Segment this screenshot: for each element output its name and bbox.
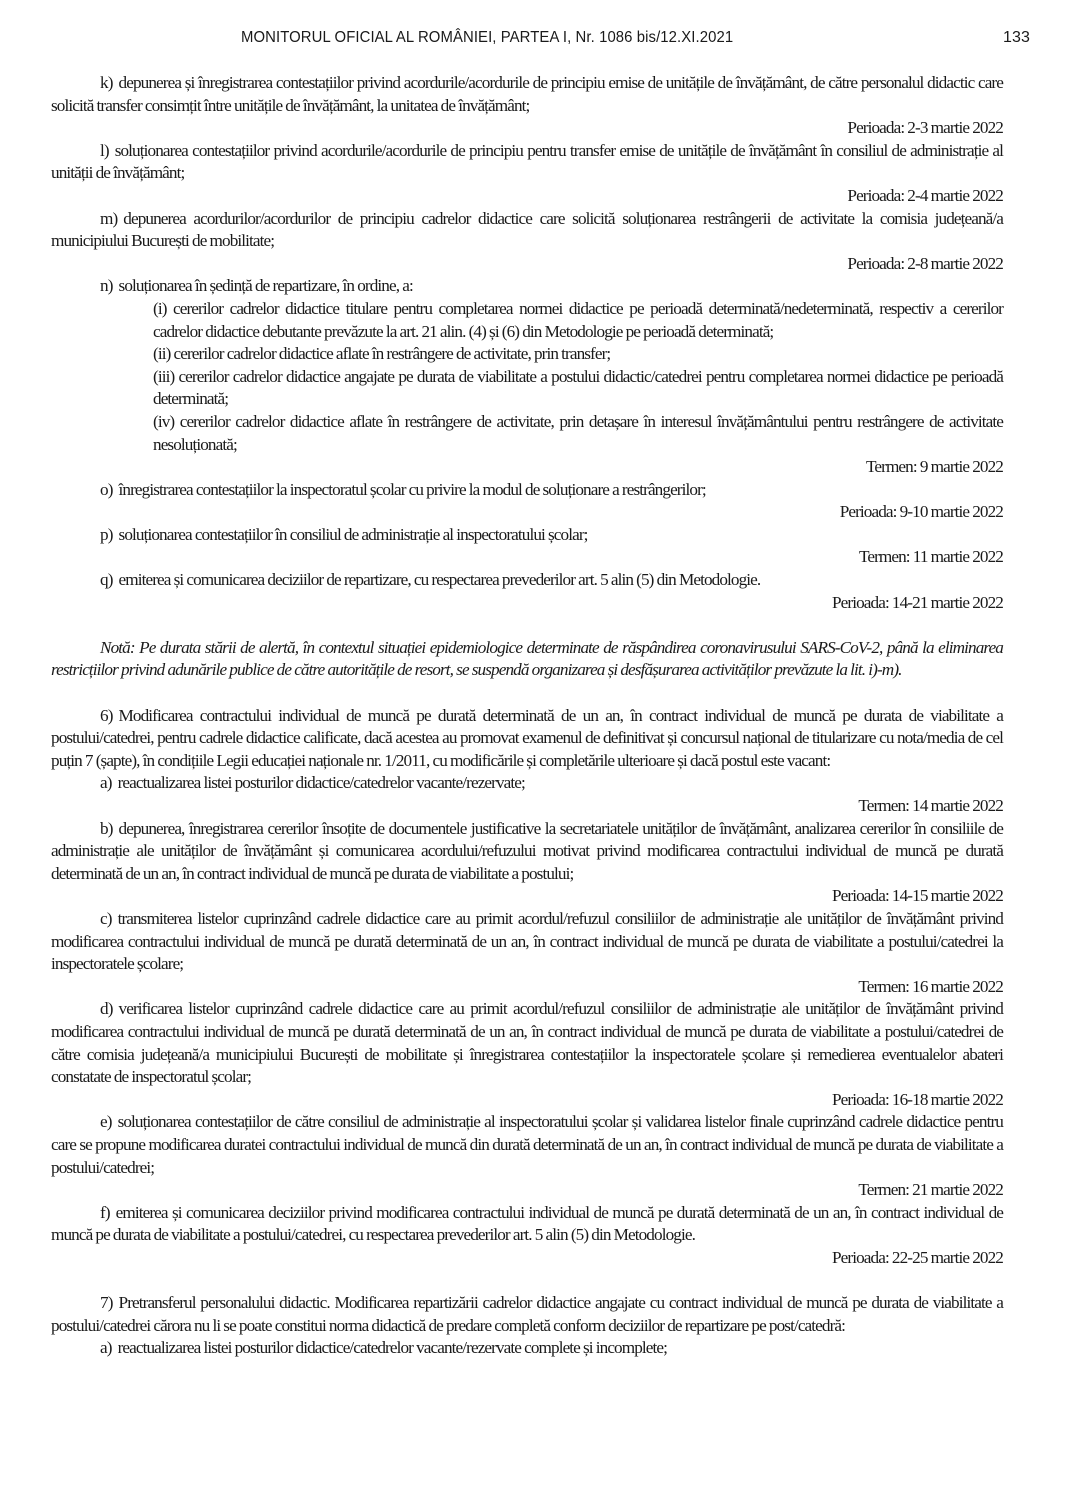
item-body: emiterea și comunicarea deciziilor privind modificarea contractului individual de muncă pe durată determinată de un an, în contract individual de muncă pe durata de viabilitate a postului/catedrei, cu respectarea prevederilor art. 5 alin (5) din Metodologie.: [51, 1202, 1003, 1245]
subitem-iii: (iii) cererilor cadrelor didactice angajate pe durata de viabilitate a postului didactic/catedrei pentru completarea normei didactice pe perioadă determinată;: [153, 366, 1003, 409]
item-deadline: Termen: 9 martie 2022: [866, 457, 1003, 477]
item-m: [51, 208, 1003, 276]
spacer: [51, 1269, 1003, 1292]
item-deadline: Perioada: 2-3 martie 2022: [847, 118, 1003, 138]
item-body: reactualizarea listei posturilor didactice/catedrelor vacante/rezervate;: [117, 773, 525, 793]
note-paragraph: Notă: Pe durata stării de alertă, în contextul situației epidemiologice determinate de răspândirea coronavirusului SARS-CoV-2, până la eliminarea restricțiilor privind adunările publice de către autoritățile de resort, se suspendă organizarea și desfășurarea activităților prevăzute la lit. i)-m).: [51, 637, 1003, 680]
section-7: [51, 1292, 1003, 1360]
item-body: soluționarea contestațiilor în consiliul de administrație al inspectoratului școlar;: [118, 524, 588, 544]
item-6d: [51, 998, 1003, 1111]
item-deadline: Perioada: 9-10 martie 2022: [839, 502, 1003, 522]
section-body: Pretransferul personalului didactic. Modificarea repartizării cadrelor didactice angajate cu contract individual de muncă pe durata de viabilitate a postului/catedrei cărora nu li se poate constitui norma didactică de predare completă conform deciziilor de repartizare pe post/catedră:: [51, 1293, 1003, 1335]
subitem-ii: (ii) cererilor cadrelor didactice aflate în restrângere de activitate, prin transfer;: [153, 344, 611, 364]
section-heading: [51, 705, 1003, 773]
item-text: [51, 1202, 1003, 1247]
item-label: o): [100, 479, 113, 499]
item-6b: [51, 818, 1003, 908]
item-o: [51, 479, 1003, 524]
section-heading: [51, 1292, 1003, 1337]
item-body: soluționarea contestațiilor privind acordurile/acordurile de principiu pentru transfer emise de unitățile de învățământ în consiliul de administrație al unității de învățământ;: [51, 140, 1003, 183]
item-label: a): [100, 773, 112, 793]
page-header: [0, 29, 1080, 53]
item-deadline: Perioada: 2-4 martie 2022: [847, 185, 1003, 205]
item-label: b): [100, 818, 113, 838]
section-label: 6): [100, 705, 113, 725]
item-text: [51, 818, 1003, 886]
item-body: înregistrarea contestațiilor la inspectoratul școlar cu privire la modul de soluționare a restrângerilor;: [118, 479, 706, 499]
item-q: [51, 569, 1003, 614]
item-deadline: Termen: 14 martie 2022: [858, 796, 1003, 815]
page-number: 133: [1003, 29, 1030, 46]
item-deadline: Perioada: 22-25 martie 2022: [832, 1247, 1003, 1267]
item-text: [51, 140, 1003, 185]
item-text: [51, 908, 1003, 976]
item-label: a): [100, 1338, 112, 1358]
item-6c: [51, 908, 1003, 998]
item-deadline: Perioada: 16-18 martie 2022: [832, 1089, 1003, 1109]
item-label: n): [100, 276, 113, 296]
subitem-i: (i) cererilor cadrelor didactice titulare pentru completarea normei didactice pe perioadă determinată/nedeterminată, respectiv a cererilor cadrelor didactice debutante prevăzute la art. 21 alin. (4) și (6) din Metodologie pe perioadă determinată;: [153, 298, 1003, 341]
item-deadline: Termen: 11 martie 2022: [858, 547, 1003, 567]
spacer: [51, 614, 1003, 637]
item-6e: [51, 1111, 1003, 1201]
item-6a: [51, 772, 1003, 817]
item-text: [51, 524, 1003, 547]
item-deadline: Perioada: 14-15 martie 2022: [832, 886, 1003, 906]
item-body: verificarea listelor cuprinzând cadrele didactice care au primit acordul/refuzul consiliilor de administrație ale unităților de învățământ privind modificarea contractului individual de muncă pe durată determinată de un an, în contract individual de muncă pe durata de viabilitate a postului/catedrei de către comisia județeană/a municipiului București de mobilitate și înregistrarea contestațiilor la inspectoratele școlare și remedierea eventualelor abateri constatate de inspectoratul școlar;: [51, 999, 1003, 1087]
item-text: [51, 72, 1003, 117]
item-body: soluționarea în ședință de repartizare, în ordine, a:: [118, 276, 413, 296]
item-deadline: Perioada: 2-8 martie 2022: [847, 253, 1003, 273]
section-body: Modificarea contractului individual de muncă pe durată determinată de un an, în contract individual de muncă pe durata de viabilitate a postului/catedrei, pentru cadrele didactice calificate, dacă acestea au promovat examenul de definitivat și concursul național de titularizare cu nota/media de cel puțin 7 (șapte), în condițiile Legii educației naționale nr. 1/2011, cu modificările și completările ulterioare și dacă postul este vacant:: [51, 705, 1003, 770]
section-label: 7): [100, 1293, 113, 1313]
item-body: emiterea și comunicarea deciziilor de repartizare, cu respectarea prevederilor art. 5 alin (5) din Metodologie.: [118, 570, 761, 590]
item-text: [51, 275, 1003, 298]
item-body: depunerea, înregistrarea cererilor însoțite de documentele justificative la secretariatele unităților de învățământ, analizarea cererilor în consiliile de administrație ale unităților de învățământ și comunicarea acordului/refuzului motivat privind modificarea contractului individual de muncă pe durată determinată de un an, în contract individual de muncă pe durata de viabilitate a postului;: [51, 818, 1003, 883]
item-text: [51, 1111, 1003, 1179]
spacer: [51, 682, 1003, 705]
item-6f: [51, 1202, 1003, 1270]
item-label: l): [100, 140, 109, 160]
item-l: [51, 140, 1003, 208]
document-body: [51, 72, 1003, 1360]
item-label: q): [100, 570, 113, 590]
item-p: [51, 524, 1003, 569]
item-label: f): [100, 1202, 110, 1222]
item-deadline: Termen: 21 martie 2022: [858, 1180, 1003, 1200]
section-6: [51, 705, 1003, 1270]
item-label: m): [100, 208, 118, 228]
item-deadline: Termen: 16 martie 2022: [858, 976, 1003, 996]
item-text: [51, 208, 1003, 253]
item-text: [51, 569, 1003, 592]
item-text: [51, 772, 1003, 795]
item-text: [51, 479, 1003, 502]
item-n: [51, 275, 1003, 478]
item-label: e): [100, 1112, 112, 1132]
subitem-iv: (iv) cererilor cadrelor didactice aflate în restrângere de activitate, prin detașare în interesul învățământului pentru restrângere de activitate nesoluționată;: [153, 411, 1003, 454]
item-body: reactualizarea listei posturilor didactice/catedrelor vacante/rezervate complete și incomplete;: [117, 1338, 668, 1358]
item-deadline: Perioada: 14-21 martie 2022: [832, 592, 1003, 612]
item-body: transmiterea listelor cuprinzând cadrele didactice care au primit acordul/refuzul consiliilor de administrație ale unităților de învățământ privind modificarea contractului individual de muncă pe durată determinată de un an, în contract individual de muncă pe durata de viabilitate a postului/catedrei la inspectoratele școlare;: [51, 908, 1003, 974]
item-body: soluționarea contestațiilor de către consiliul de administrație al inspectoratului școlar și validarea listelor finale cuprinzând cadrele didactice pentru care se propune modificarea duratei contractului individual de muncă din durată determinată de un an, în contract individual de muncă pe durata de viabilitate a postului/catedrei;: [51, 1112, 1003, 1177]
item-7a: [51, 1337, 1003, 1360]
item-text: [51, 998, 1003, 1088]
item-label: p): [100, 524, 113, 544]
item-label: k): [100, 73, 113, 92]
item-label: c): [100, 908, 112, 928]
item-k: [51, 72, 1003, 140]
item-label: d): [100, 999, 113, 1019]
item-body: depunerea acordurilor/acordurilor de principiu cadrelor didactice care solicită soluționarea restrângerii de activitate la comisia județeană/a municipiului București de mobilitate;: [51, 208, 1003, 251]
item-body: depunerea și înregistrarea contestațiilor privind acordurile/acordurile de principiu emise de unitățile de învățământ, de către personalul didactic care solicită transfer consimțit între unitățile de învățământ, la unitatea de învățământ;: [51, 73, 1003, 115]
publication-title: MONITORUL OFICIAL AL ROMÂNIEI, PARTEA I, Nr. 1086 bis/12.XI.2021: [241, 29, 734, 46]
